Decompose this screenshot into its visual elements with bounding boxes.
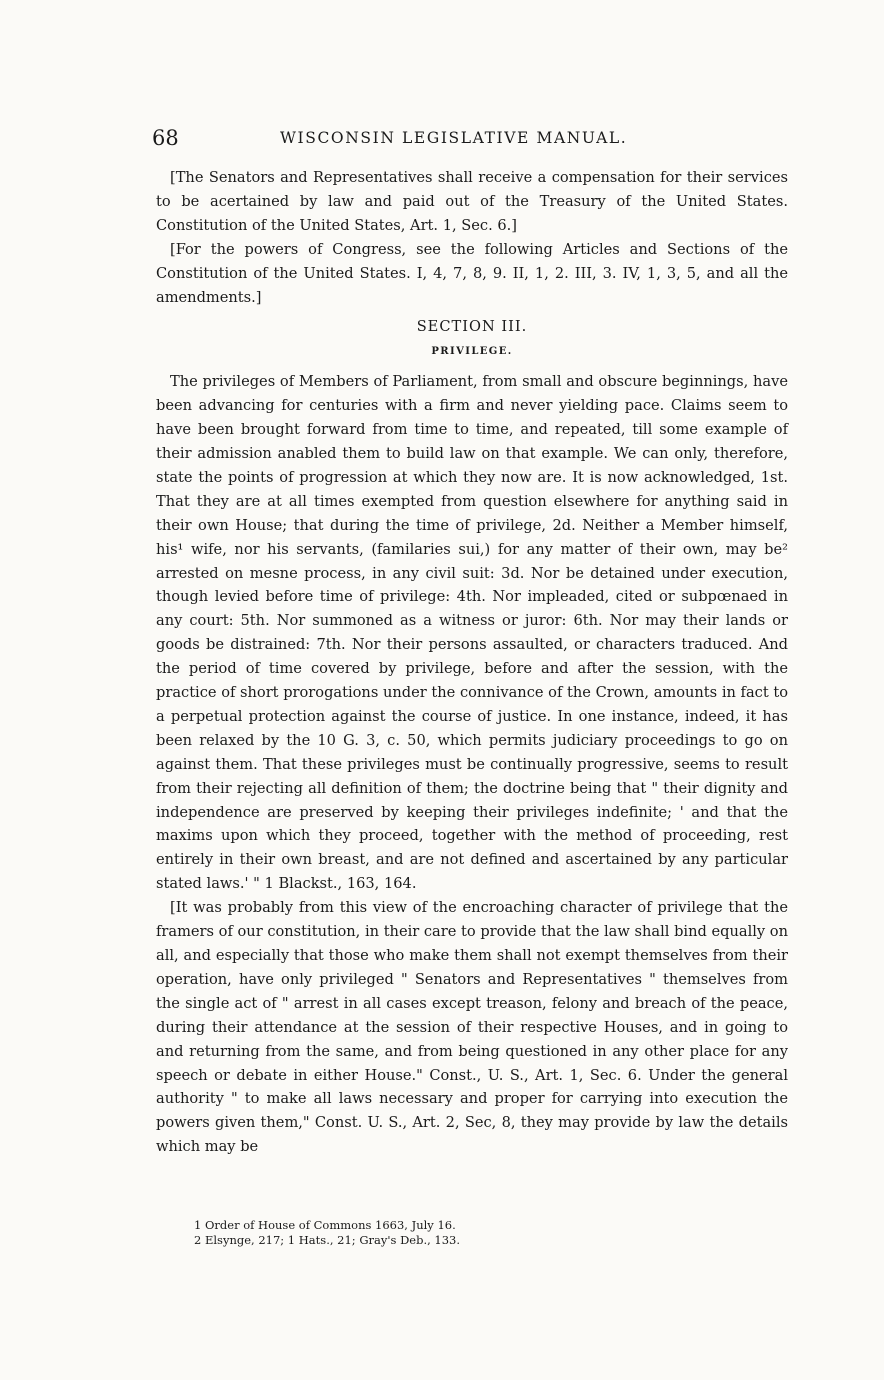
paragraph-compensation: [The Senators and Representatives shall receive a compensation for their services to be acertained by law and paid out of the Treasury of the United States. Constitution of the United States, Art. 1, Sec. 6.]	[156, 169, 788, 234]
section-subtitle: PRIVILEGE.	[431, 346, 513, 358]
paragraph-privileges-parliament: The privileges of Members of Parliament, from small and obscure beginnings, have been advancing for centuries with a firm and never yielding pace. Claims seem to have been brought forward from time to time, and repeated, till some example of their admission anabled them to build law on that example. We can only, therefore, state the points of progression at which they now are. It is now acknowledged, 1st. That they are at all times exempted from question elsewhere for anything said in their own House; that during the time of privilege, 2d. Neither a Member himself, his¹ wife, nor his servants, (familaries sui,) for any matter of their own, may be² arrested on mesne process, in any civil suit: 3d. Nor be detained under execution, though levied before time of privilege: 4th. Nor impleaded, cited or subpœnaed in any court: 5th. Nor summoned as a witness or juror: 6th. Nor may their lands or goods be distrained: 7th. Nor their persons assaulted, or characters traduced. And the period of time covered by privilege, before and after the session, with the practice of short prorogations under the connivance of the Crown, amounts in fact to a perpetual protection against the course of justice. In one instance, indeed, it has been relaxed by the 10 G. 3, c. 50, which permits judiciary proceedings to go on against them. That these privileges must be continually progressive, seems to result from their rejecting all definition of them; the doctrine being that " their dignity and independence are preserved by keeping their privileges indefinite; ' and that the maxims upon which they proceed, together with the method of proceeding, rest entirely in their own breast, and are not defined and ascertained by any particular stated laws.' " 1 Blackst., 163, 164.	[156, 373, 788, 893]
page-header	[152, 126, 782, 156]
footnote-2: 2 Elsynge, 217; 1 Hats., 21; Gray's Deb., 133.	[194, 1233, 461, 1247]
paragraph-privilege-constitution: [It was probably from this view of the encroaching character of privilege that the framers of our constitution, in their care to provide that the law shall bind equally on all, and especially that those who make them shall not exempt themselves from their operation, have only privileged " Senators and Representatives " themselves from the single act of " arrest in all cases except treason, felony and breach of the peace, during their attendance at the session of their respective Houses, and in going to and returning from the same, and from being questioned in any other place for any speech or debate in either House." Const., U. S., Art. 1, Sec. 6. Under the general authority " to make all laws necessary and proper for carrying into execution the powers given them," Const. U. S., Art. 2, Sec, 8, they may provide by law the details which may be	[156, 899, 788, 1156]
section-title: SECTION III.	[416, 318, 528, 336]
footnotes	[194, 1218, 754, 1248]
body-text	[156, 166, 788, 1159]
page-number: 68	[152, 126, 179, 150]
paragraph-powers-of-congress: [For the powers of Congress, see the following Articles and Sections of the Constitution of the United States. I, 4, 7, 8, 9. II, 1, 2. III, 3. IV, 1, 3, 5, and all the amendments.]	[156, 240, 788, 306]
footnote-1: 1 Order of House of Commons 1663, July 16.	[194, 1218, 456, 1232]
running-title: WISCONSIN LEGISLATIVE MANUAL.	[280, 129, 628, 147]
